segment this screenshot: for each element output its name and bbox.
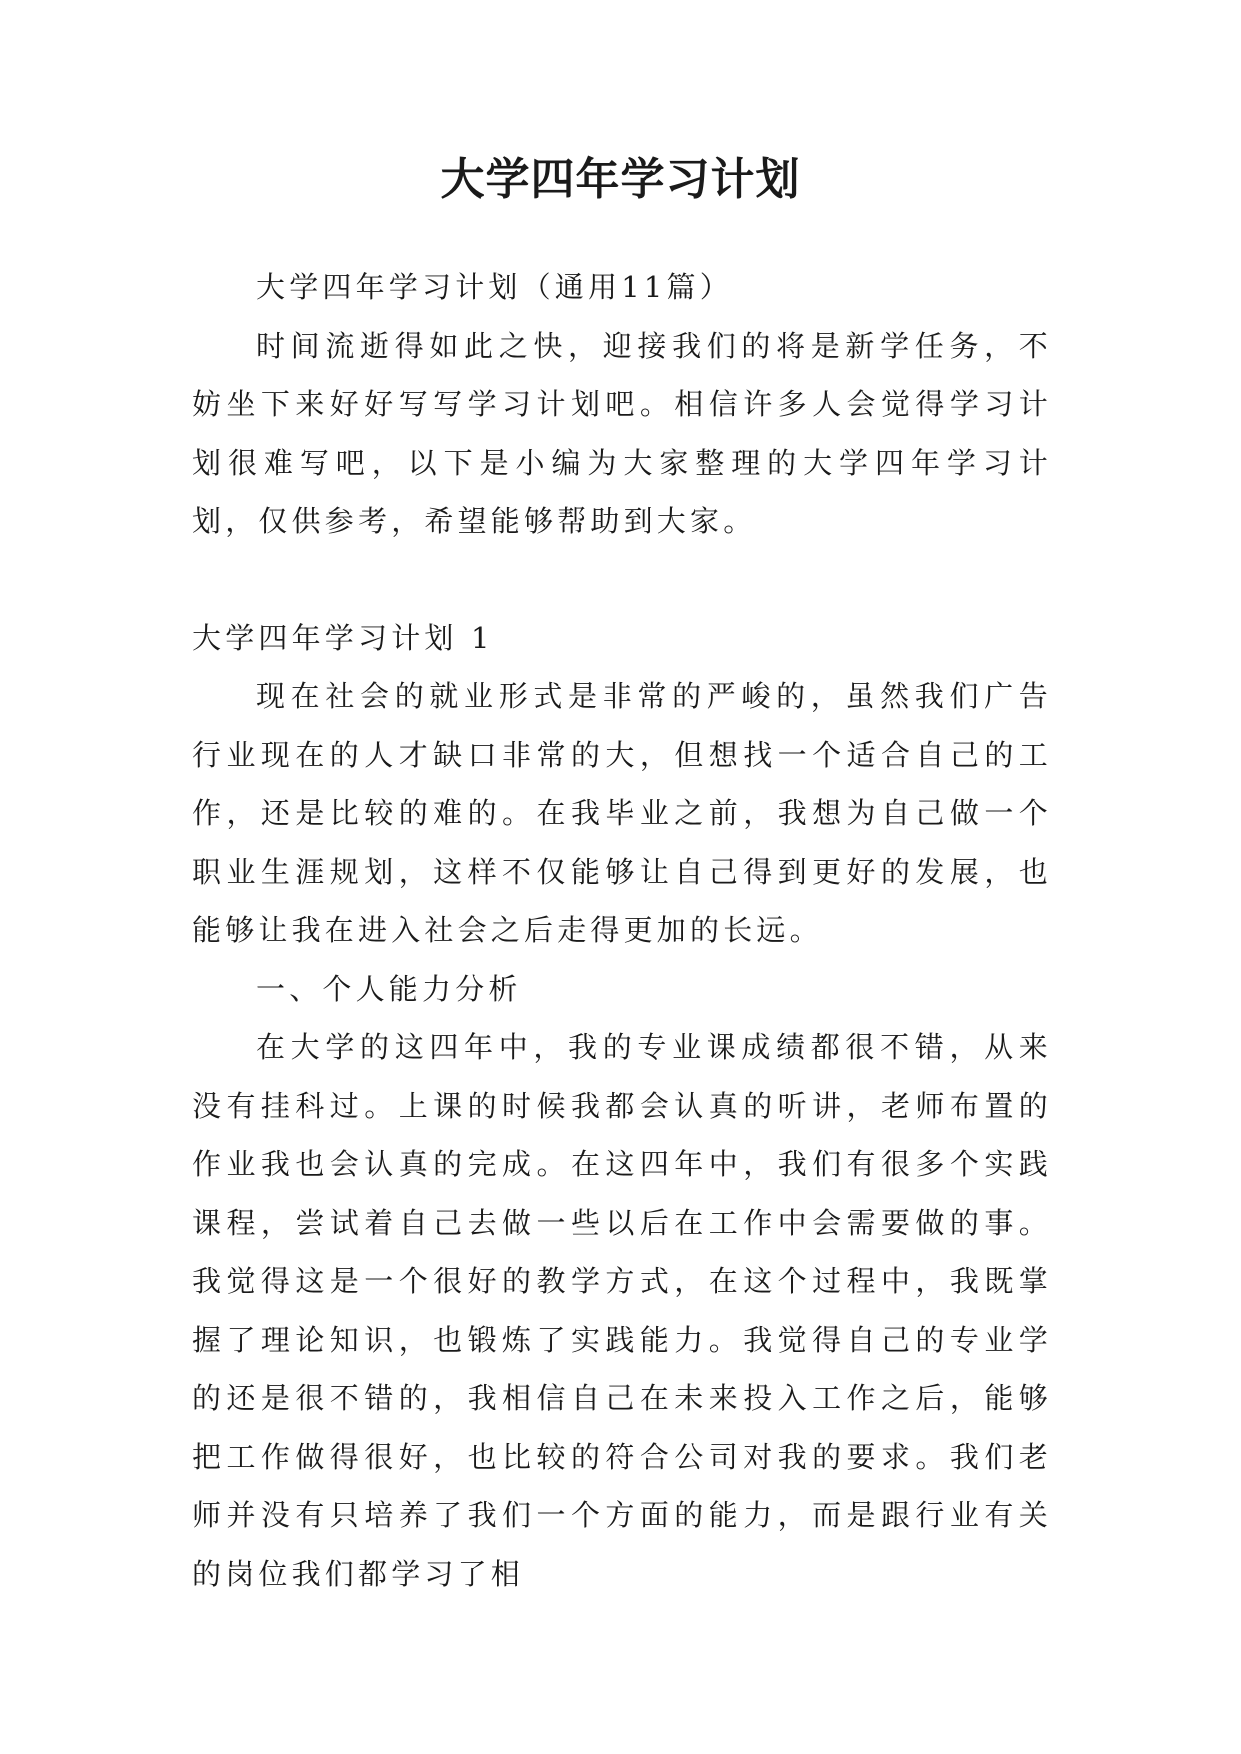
section-heading: 大学四年学习计划 1 <box>192 620 494 655</box>
intro-paragraph: 时间流逝得如此之快，迎接我们的将是新学任务，不妨坐下来好好写写学习计划吧。相信许多人会觉得学习计划很难写吧，以下是小编为大家整理的大学四年学习计划，仅供参考，希望能够帮助到大家。 <box>192 328 1052 538</box>
document-body <box>192 258 1052 1603</box>
body-paragraph: 现在社会的就业形式是非常的严峻的，虽然我们广告行业现在的人才缺口非常的大，但想找一个适合自己的工作，还是比较的难的。在我毕业之前，我想为自己做一个职业生涯规划，这样不仅能够让自己得到更好的发展，也能够让我在进入社会之后走得更加的长远。 <box>192 679 1052 947</box>
subheading: 一、个人能力分析 <box>256 971 522 1006</box>
document-subtitle: 大学四年学习计划（通用11篇） <box>256 270 733 304</box>
document-title: 大学四年学习计划 <box>440 154 801 205</box>
section-spacer <box>192 551 1052 609</box>
body-paragraph: 在大学的这四年中，我的专业课成绩都很不错，从来没有挂科过。上课的时候我都会认真的听讲，老师布置的作业我也会认真的完成。在这四年中，我们有很多个实践课程，尝试着自己去做一些以后在工作中会需要做的事。我觉得这是一个很好的教学方式，在这个过程中，我既掌握了理论知识，也锻炼了实践能力。我觉得自己的专业学的还是很不错的，我相信自己在未来投入工作之后，能够把工作做得很好，也比较的符合公司对我的要求。我们老师并没有只培养了我们一个方面的能力，而是跟行业有关的岗位我们都学习了相 <box>192 1030 1052 1591</box>
